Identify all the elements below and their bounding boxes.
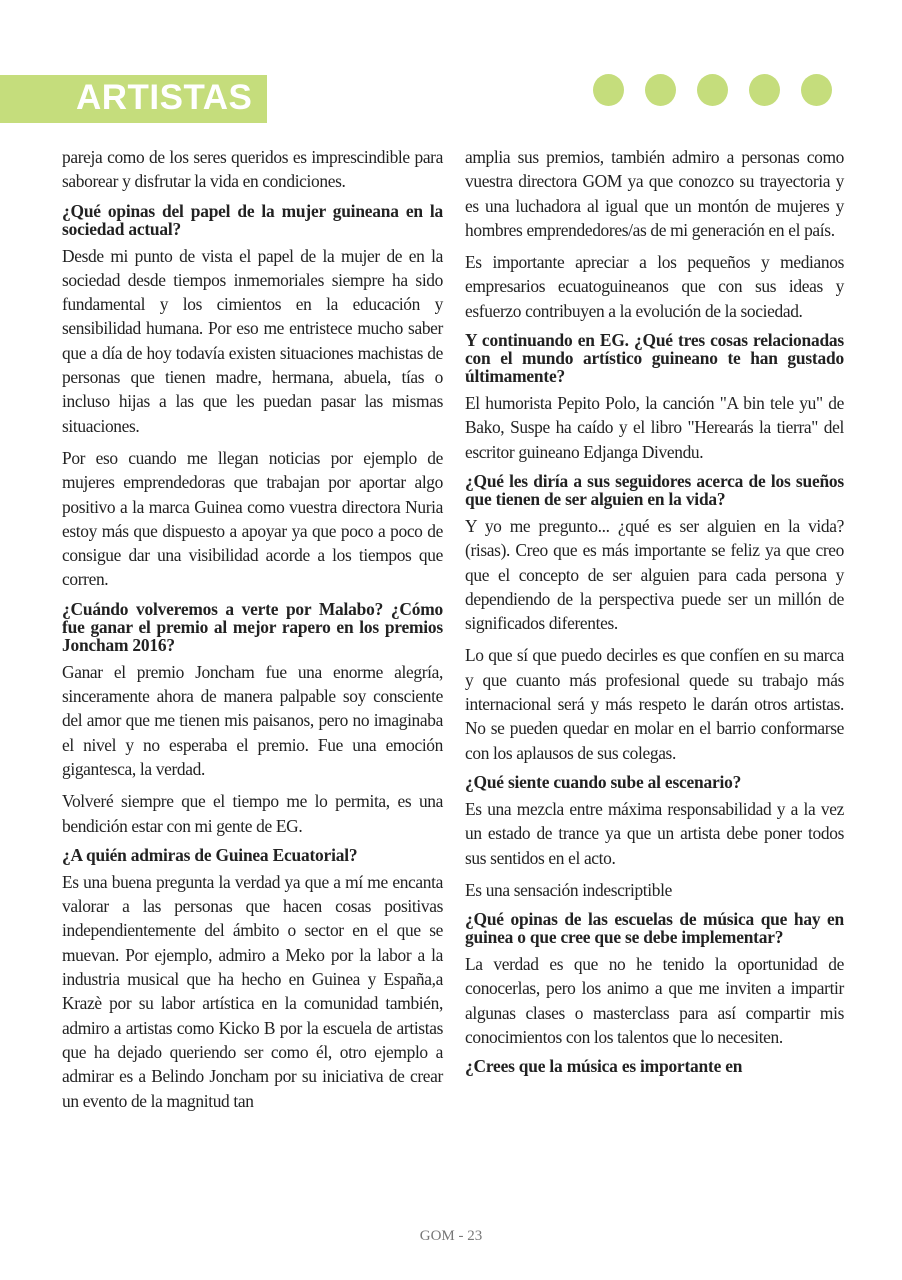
- body-paragraph: Es una buena pregunta la verdad ya que a mí me encanta valorar a las personas que hacen cosas positivas independientemente del ámbito o sector en el que se muevan. Por ejemplo, admiro a Meko por la labor a la industria musical que ha hecho en Guinea y España,a Krazè por su labor artística en la comunidad también, admiro a artistas como Kicko B por la escuela de artistas que ha dejado queriendo ser como él, otro ejemplo a admirar es a Belindo Joncham por su iniciativa de crear un evento de la magnitud tan: [62, 871, 443, 1111]
- body-paragraph: Es importante apreciar a los pequeños y medianos empresarios ecuatoguineanos que con sus ideas y esfuerzo contribuyen a la evolución de la sociedad.: [465, 252, 844, 321]
- interview-question: Y continuando en EG. ¿Qué tres cosas relacionadas con el mundo artístico guineano te han gustado últimamente?: [465, 330, 844, 387]
- page-number: GOM - 23: [419, 1228, 483, 1244]
- interview-question: ¿A quién admiras de Guinea Ecuatorial?: [62, 844, 358, 865]
- body-paragraph: Volveré siempre que el tiempo me lo permita, es una bendición estar con mi gente de EG.: [62, 791, 443, 836]
- decorative-dots: [593, 74, 832, 106]
- left-column: [62, 145, 443, 1121]
- body-paragraph: Lo que sí que puedo decirles es que confíen en su marca y que cuanto más profesional quede su trabajo más internacional será y más respeto le darán otros artistas. No se pueden quedar en molar en el barrio conformarse con los aplausos de sus colegas.: [465, 645, 844, 763]
- dot-icon: [697, 74, 728, 106]
- interview-question: ¿Qué les diría a sus seguidores acerca de los sueños que tienen de ser alguien en la vida?: [465, 470, 844, 509]
- body-paragraph: amplia sus premios, también admiro a personas como vuestra directora GOM ya que conozco su trayectoria y es una luchadora al igual que un montón de mujeres y hombres emprendedores/as de mi generación en el país.: [465, 147, 844, 240]
- interview-question: ¿Qué opinas del papel de la mujer guineana en la sociedad actual?: [62, 200, 443, 239]
- interview-question: ¿Crees que la música es importante en: [465, 1056, 743, 1077]
- body-paragraph: Y yo me pregunto... ¿qué es ser alguien en la vida? (risas). Creo que es más importante se feliz ya que creo que el concepto de ser alguien para cada persona y dependiendo de la perspectiva puede ser un millón de significados diferentes.: [465, 515, 844, 634]
- body-paragraph: pareja como de los seres queridos es imprescindible para saborear y disfrutar la vida en condiciones.: [62, 147, 443, 192]
- dot-icon: [749, 74, 780, 106]
- body-paragraph: Por eso cuando me llegan noticias por ejemplo de mujeres emprendedoras que trabajan por aportar algo positivo a la marca Guinea como vuestra directora Nuria estoy más que dispuesto a apoyar ya que poco a poco de consigue dar una visibilidad acorde a los tiempos que corren.: [62, 447, 443, 590]
- section-title: ARTISTAS: [76, 78, 253, 117]
- interview-question: ¿Cuándo volveremos a verte por Malabo? ¿Cómo fue ganar el premio al mejor rapero en los premios Joncham 2016?: [62, 598, 443, 655]
- interview-question: ¿Qué siente cuando sube al escenario?: [465, 771, 742, 792]
- dot-icon: [593, 74, 624, 106]
- dot-icon: [645, 74, 676, 106]
- body-paragraph: El humorista Pepito Polo, la canción "A bin tele yu" de Bako, Suspe ha caído y el libro "Herearás la tierra" del escritor guineano Edjanga Divendu.: [465, 393, 844, 462]
- section-tag: [0, 75, 267, 123]
- dot-icon: [801, 74, 832, 106]
- body-paragraph: Es una mezcla entre máxima responsabilidad y a la vez un estado de trance ya que un artista debe poner todos sus sentidos en el acto.: [465, 798, 844, 868]
- body-paragraph: La verdad es que no he tenido la oportunidad de conocerlas, pero los animo a que me inviten a impartir algunas clases o masterclass para así compartir mis conocimientos con los talentos que lo necesiten.: [465, 954, 844, 1048]
- interview-question: ¿Qué opinas de las escuelas de música que hay en guinea o que cree que se debe implementar?: [465, 909, 844, 948]
- body-paragraph: Ganar el premio Joncham fue una enorme alegría, sinceramente ahora de manera palpable soy consciente del amor que me tienen mis paisanos, pero no imaginaba el nivel y no esperaba el premio. Fue una emoción gigantesca, la verdad.: [62, 661, 443, 779]
- body-paragraph: Es una sensación indescriptible: [465, 879, 672, 900]
- body-paragraph: Desde mi punto de vista el papel de la mujer de en la sociedad desde tiempos inmemoriales siempre ha sido fundamental y los cimientos en la educación y sensibilidad humana. Por eso me entristece mucho saber que a día de hoy todavía existen situaciones machistas de personas que tienen madre, hermana, abuela, tías o incluso hijas a las que les puedan pasar las mismas situaciones.: [62, 245, 443, 436]
- right-column: [465, 145, 844, 1081]
